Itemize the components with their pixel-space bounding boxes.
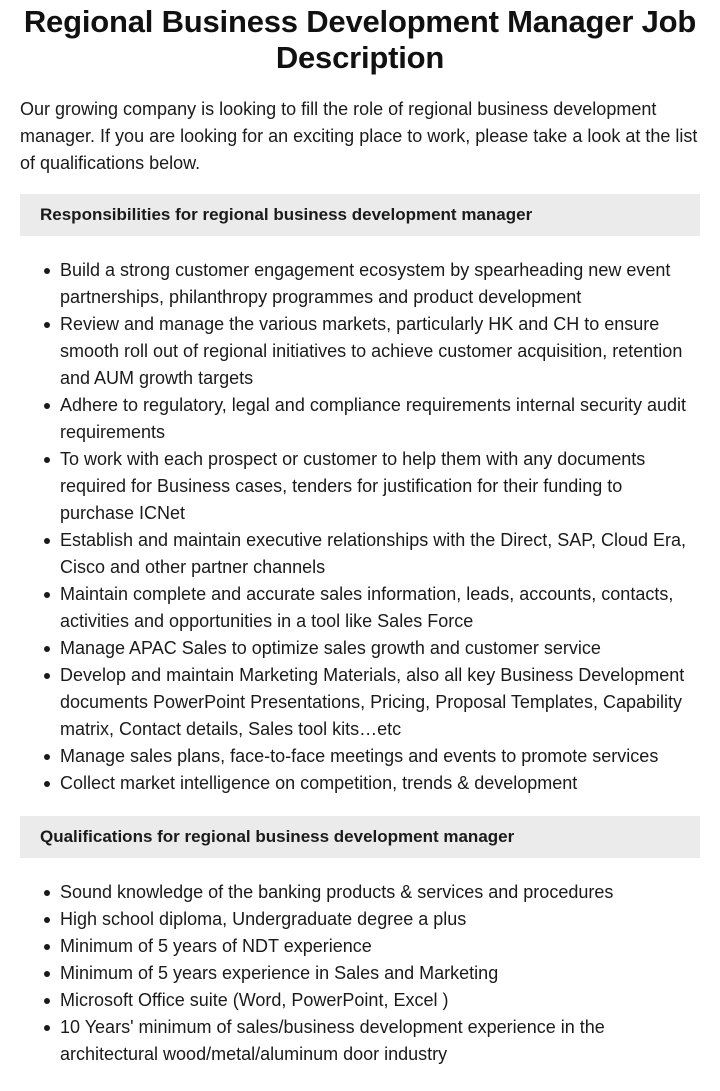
- intro-paragraph: Our growing company is looking to fill the role of regional business development manager. If you are looking for an exciting place to work, please take a look at the list of qualifications below.: [20, 99, 698, 173]
- qualifications-list: [20, 879, 700, 1068]
- list-item: Manage sales plans, face-to-face meetings and events to promote services: [60, 743, 700, 770]
- list-item: Build a strong customer engagement ecosystem by spearheading new event partnerships, philanthropy programmes and product development: [60, 257, 700, 311]
- list-item: 10 Years' minimum of sales/business development experience in the architectural wood/metal/aluminum door industry: [60, 1014, 700, 1068]
- list-item: Establish and maintain executive relationships with the Direct, SAP, Cloud Era, Cisco and other partner channels: [60, 527, 700, 581]
- list-item: Develop and maintain Marketing Materials, also all key Business Development documents PowerPoint Presentations, Pricing, Proposal Templates, Capability matrix, Contact details, Sales tool kits…etc: [60, 662, 700, 743]
- list-item: Minimum of 5 years experience in Sales and Marketing: [60, 960, 700, 987]
- list-item: Collect market intelligence on competition, trends & development: [60, 770, 700, 797]
- responsibilities-list: [20, 257, 700, 797]
- list-item: Maintain complete and accurate sales information, leads, accounts, contacts, activities and opportunities in a tool like Sales Force: [60, 581, 700, 635]
- list-item: To work with each prospect or customer to help them with any documents required for Business cases, tenders for justification for their funding to purchase ICNet: [60, 446, 700, 527]
- list-item: Sound knowledge of the banking products & services and procedures: [60, 879, 700, 906]
- list-item: Adhere to regulatory, legal and compliance requirements internal security audit requirements: [60, 392, 700, 446]
- qualifications-heading: Qualifications for regional business development manager: [20, 816, 700, 858]
- page-title: Regional Business Development Manager Job Description: [23, 4, 697, 75]
- list-item: Minimum of 5 years of NDT experience: [60, 933, 700, 960]
- list-item: High school diploma, Undergraduate degree a plus: [60, 906, 700, 933]
- responsibilities-heading: Responsibilities for regional business development manager: [20, 194, 700, 236]
- list-item: Review and manage the various markets, particularly HK and CH to ensure smooth roll out of regional initiatives to achieve customer acquisition, retention and AUM growth targets: [60, 311, 700, 392]
- list-item: Microsoft Office suite (Word, PowerPoint, Excel ): [60, 987, 700, 1014]
- list-item: Manage APAC Sales to optimize sales growth and customer service: [60, 635, 700, 662]
